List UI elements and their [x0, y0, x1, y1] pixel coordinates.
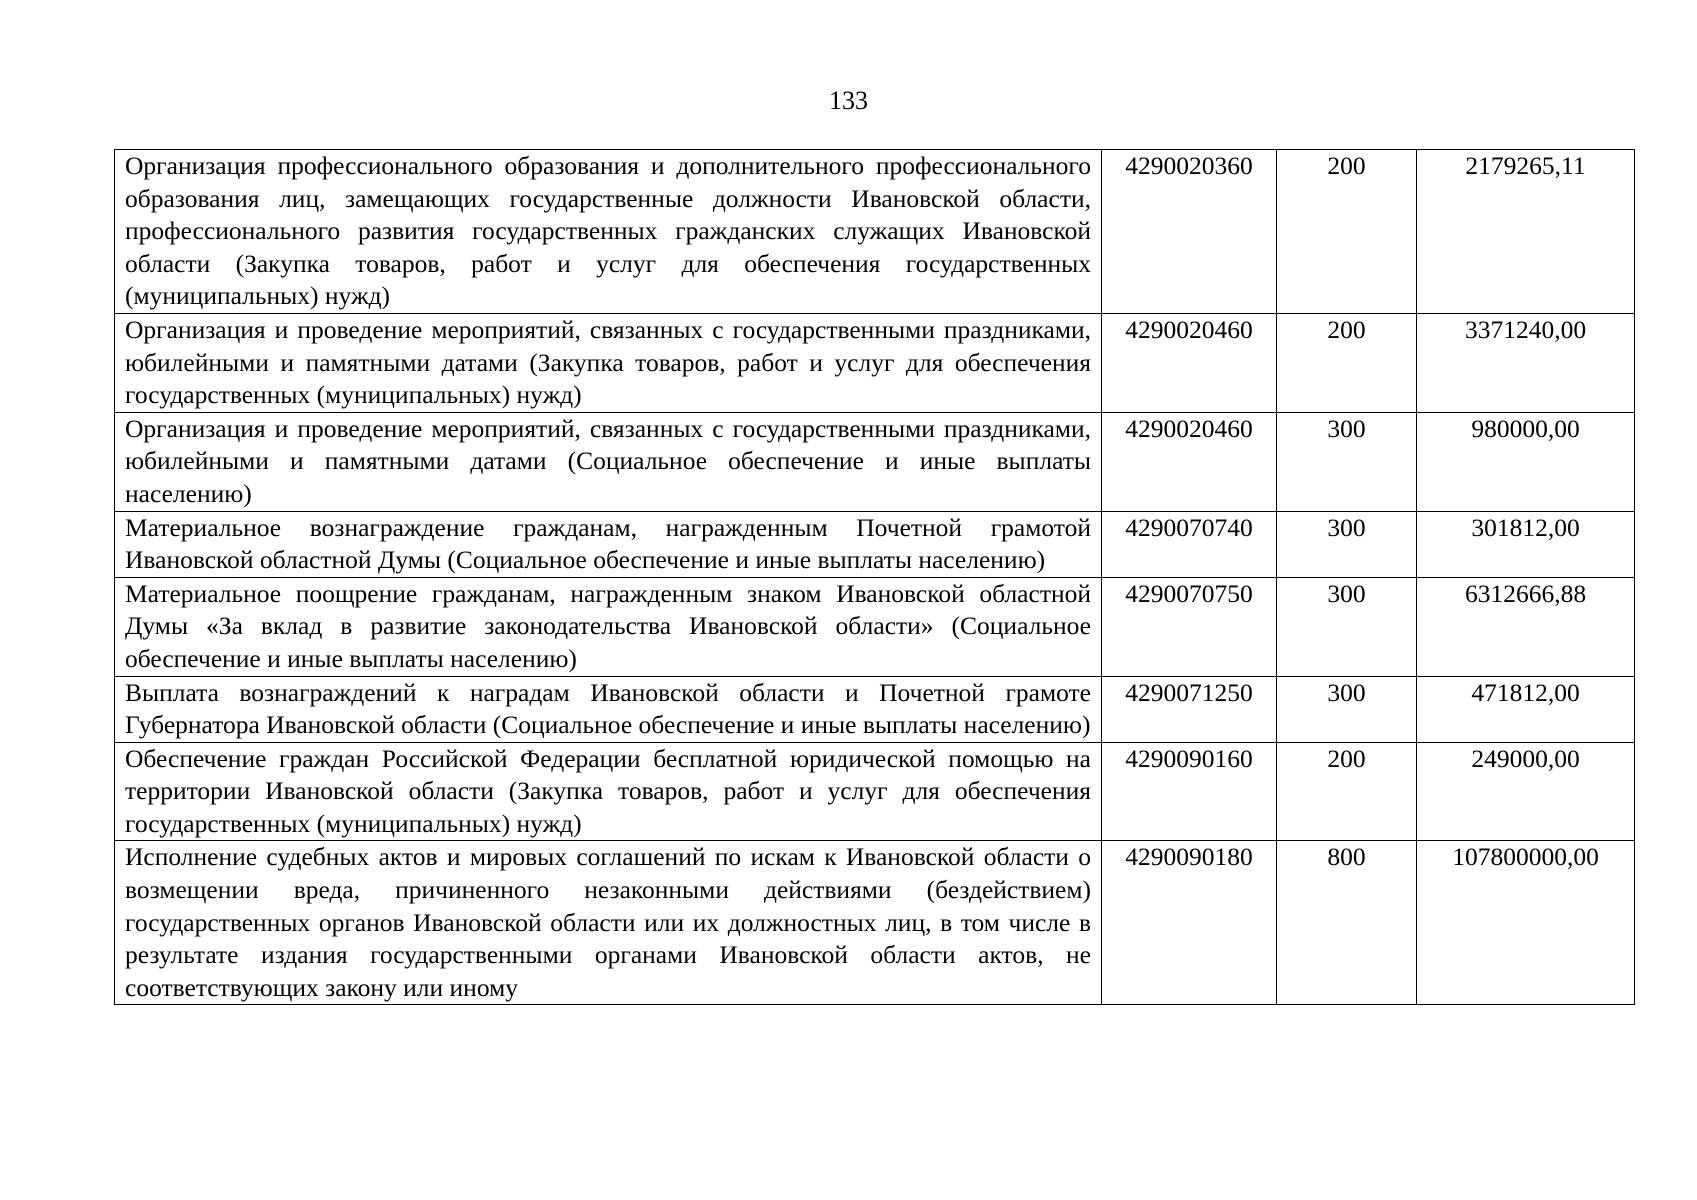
table-row: [115, 742, 1635, 841]
row-target-code: 4290090160: [1102, 742, 1277, 841]
row-description: Материальное поощрение гражданам, награжденным знаком Ивановской областной Думы «За вклад в развитие законодательства Ивановской области» (Социальное обеспечение и иные выплаты населению): [115, 577, 1102, 676]
row-target-code: 4290071250: [1102, 676, 1277, 742]
page-number: 133: [829, 86, 868, 115]
row-amount: 107800000,00: [1417, 841, 1635, 1005]
row-target-code: 4290020460: [1102, 412, 1277, 511]
row-expense-type: 200: [1277, 742, 1417, 841]
table-row: [115, 511, 1635, 577]
row-description: Материальное вознаграждение гражданам, награжденным Почетной грамотой Ивановской областной Думы (Социальное обеспечение и иные выплаты населению): [115, 511, 1102, 577]
row-description: Организация и проведение мероприятий, связанных с государственными праздниками, юбилейными и памятными датами (Закупка товаров, работ и услуг для обеспечения государственных (муниципальных) нужд): [115, 313, 1102, 412]
row-description: Обеспечение граждан Российской Федерации бесплатной юридической помощью на территории Ивановской области (Закупка товаров, работ и услуг для обеспечения государственных (муниципальных) нужд): [115, 742, 1102, 841]
row-target-code: 4290070740: [1102, 511, 1277, 577]
row-target-code: 4290020460: [1102, 313, 1277, 412]
row-description: Исполнение судебных актов и мировых соглашений по искам к Ивановской области о возмещении вреда, причиненного незаконными действиями (бездействием) государственных органов Ивановской области или их должностных лиц, в том числе в результате издания государственными органами Ивановской области актов, не соответствующих закону или иному: [115, 841, 1102, 1005]
row-amount: 980000,00: [1417, 412, 1635, 511]
row-target-code: 4290020360: [1102, 150, 1277, 314]
row-expense-type: 200: [1277, 150, 1417, 314]
row-target-code: 4290070750: [1102, 577, 1277, 676]
table-row: [115, 841, 1635, 1005]
row-description: Организация профессионального образования и дополнительного профессионального образования лиц, замещающих государственные должности Ивановской области, профессионального развития государственных гражданских служащих Ивановской области (Закупка товаров, работ и услуг для обеспечения государственных (муниципальных) нужд): [115, 150, 1102, 314]
table-row: [115, 313, 1635, 412]
row-amount: 2179265,11: [1417, 150, 1635, 314]
row-expense-type: 300: [1277, 577, 1417, 676]
table-row: [115, 150, 1635, 314]
row-expense-type: 300: [1277, 412, 1417, 511]
row-amount: 471812,00: [1417, 676, 1635, 742]
table-row: [115, 676, 1635, 742]
row-description: Выплата вознаграждений к наградам Ивановской области и Почетной грамоте Губернатора Ивановской области (Социальное обеспечение и иные выплаты населению): [115, 676, 1102, 742]
row-expense-type: 300: [1277, 511, 1417, 577]
row-expense-type: 800: [1277, 841, 1417, 1005]
table-row: [115, 412, 1635, 511]
row-target-code: 4290090180: [1102, 841, 1277, 1005]
row-amount: 249000,00: [1417, 742, 1635, 841]
row-amount: 3371240,00: [1417, 313, 1635, 412]
row-amount: 301812,00: [1417, 511, 1635, 577]
table-row: [115, 577, 1635, 676]
row-expense-type: 300: [1277, 676, 1417, 742]
row-description: Организация и проведение мероприятий, связанных с государственными праздниками, юбилейными и памятными датами (Социальное обеспечение и иные выплаты населению): [115, 412, 1102, 511]
budget-table: [114, 149, 1635, 1005]
row-amount: 6312666,88: [1417, 577, 1635, 676]
row-expense-type: 200: [1277, 313, 1417, 412]
